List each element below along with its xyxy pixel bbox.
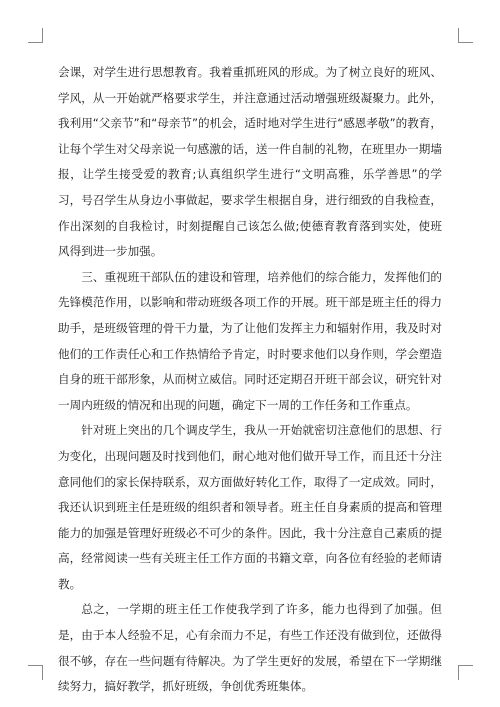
crop-mark-top-left — [28, 28, 43, 43]
paragraph-4: 总之，一学期的班主任工作使我学到了许多，能力也得到了加强。但是，由于本人经验不足，心有余而力不足，有些工作还没有做到位，还做得很不够，存在一些问题有待解决。为了学生更好的发展，希望在下一学期继续努力，搞好教学，抓好班级，争创优秀班集体。 — [58, 602, 442, 694]
crop-mark-bottom-right — [458, 665, 473, 680]
paragraph-3: 针对班上突出的几个调皮学生，我从一开始就密切注意他们的思想、行为变化，出现问题及时找到他们，耐心地对他们做开导工作，而且还十分注意同他们的家长保持联系，双方面做好转化工作，取得了一定成效。同时，我还认识到班主任是班级的组织者和领导者。班主任自身素质的提高和管理能力的加强是管理好班级必不可少的条件。因此，我十分注意自己素质的提高，经常阅读一些有关班主任工作方面的书籍文章，向各位有经验的老师请教。 — [58, 423, 442, 591]
crop-mark-top-right — [458, 28, 473, 43]
crop-mark-bottom-left — [28, 665, 43, 680]
paragraph-2: 三、重视班干部队伍的建设和管理，培养他们的综合能力，发挥他们的先锋模范作用，以影响和带动班级各项工作的开展。班干部是班主任的得力助手，是班级管理的骨干力量，为了让他们发挥主力和辐射作用，我及时对他们的工作责任心和工作热情给予肯定，时时要求他们以身作则，学会塑造自身的班干部形象，从而树立威信。同时还定期召开班干部会议，研究针对一周内班级的情况和出现的问题，确定下一周的工作任务和工作重点。 — [58, 269, 442, 412]
paragraph-1: 会课，对学生进行思想教育。我着重抓班风的形成。为了树立良好的班风、学风，从一开始就严格要求学生，并注意通过活动增强班级凝聚力。此外，我利用“父亲节”和“母亲节”的机会，适时地对学生进行“感恩孝敬”的教育，让每个学生对父母亲说一句感激的话，送一件自制的礼物，在班里办一期墙报，让学生接受爱的教育;认真组织学生进行“文明高雅，乐学善思”的学习，号召学生从身边小事做起，要求学生根据自身，进行细致的自我检查，作出深刻的自我检讨，时刻提醒自己该怎么做;使德育教育落到实处，使班风得到进一步加强。 — [58, 65, 442, 259]
document-body — [58, 60, 442, 700]
